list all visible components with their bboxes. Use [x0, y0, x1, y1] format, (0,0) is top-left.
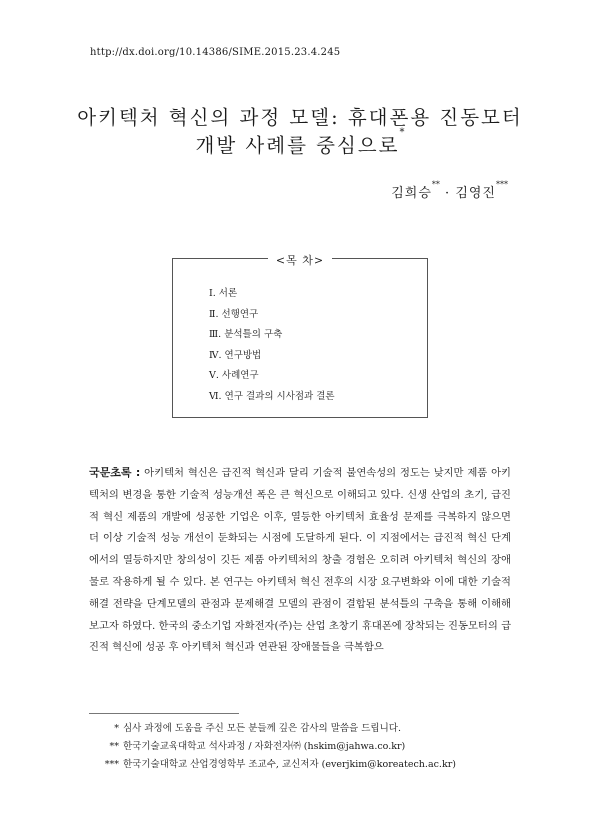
author-2: 김영진 — [455, 186, 496, 201]
toc-item: Ⅱ. 선행연구 — [209, 308, 259, 320]
footnote-2 — [89, 738, 405, 752]
toc-item: Ⅵ. 연구 결과의 시사점과 결론 — [209, 390, 335, 402]
title-text-2: 개발 사례를 중심으로 — [195, 134, 400, 157]
toc-list — [209, 284, 335, 408]
abstract-label: 국문초록 : — [89, 466, 141, 479]
author-line — [391, 182, 508, 201]
toc-item: Ⅴ. 사례연구 — [209, 370, 259, 382]
footnote-mark: ** — [109, 741, 119, 752]
author-separator: · — [439, 186, 456, 201]
author-2-mark: *** — [496, 180, 508, 189]
footnote-mark: *** — [104, 759, 119, 770]
footnote-text: 한국기술교육대학교 석사과정 / 자화전자㈜ (hskim@jahwa.co.kr) — [123, 741, 406, 752]
footnote-mark: * — [114, 723, 119, 734]
footnote-1 — [89, 720, 401, 734]
doi-link[interactable]: http://dx.doi.org/10.14386/SIME.2015.23.4.245 — [90, 47, 341, 58]
paper-title-line-1 — [0, 102, 600, 130]
abstract-text: 아키텍처 혁신은 급진적 혁신과 달리 기술적 불연속성의 정도는 낮지만 제품 아키텍처의 변경을 통한 기술적 성능개선 폭은 큰 혁신으로 이해되고 있다. 신생 산업의 초기, 급진적 혁신 제품의 개발에 성공한 기업은 이후, 열등한 아키텍처 효율성 문제를 극복하지 않으면 더 이상 기술적 성능 개선이 둔화되는 시점에 도달하게 된다. 이 지점에서는 급진적 혁신 단계에서의 열등하지만 창의성이 깃든 제품 아키텍처의 창출 경험은 오히려 아키텍처 혁신의 장애물로 작용하게 될 수 있다. 본 연구는 아키텍처 혁신 전후의 시장 요구변화와 이에 대한 기술적 해결 전략을 단계모델의 관점과 문제해결 모델의 관점이 결합된 분석틀의 구축을 통해 이해해보고자 하였다. 한국의 중소기업 자화전자(주)는 산업 초창기 휴대폰에 장착되는 진동모터의 급진적 혁신에 성공 후 아키텍처 혁신과 연관된 장애물들을 극복함으 — [89, 467, 512, 654]
title-footnote-mark: * — [399, 127, 405, 138]
toc-item: Ⅳ. 연구방법 — [209, 349, 262, 361]
footnote-divider — [89, 713, 239, 714]
author-1: 김희승 — [391, 186, 432, 201]
toc-heading-wrap — [173, 252, 427, 268]
table-of-contents — [172, 254, 428, 418]
korean-abstract — [89, 462, 511, 659]
footnote-text: 한국기술대학교 산업경영학부 조교수, 교신저자 (everjkim@koreatech.ac.kr) — [123, 759, 456, 770]
footnote-text: 심사 과정에 도움을 주신 모든 분들께 깊은 감사의 말씀을 드립니다. — [123, 723, 401, 734]
footnote-3 — [89, 756, 456, 770]
paper-title-line-2 — [0, 127, 600, 158]
toc-item: Ⅰ. 서론 — [209, 288, 238, 299]
title-text-1: 아키텍처 혁신의 과정 모델: 휴대폰용 진동모터 — [77, 106, 523, 129]
toc-heading: <목 차> — [268, 254, 332, 267]
toc-item: Ⅲ. 분석틀의 구축 — [209, 329, 283, 341]
author-1-mark: ** — [431, 180, 440, 189]
